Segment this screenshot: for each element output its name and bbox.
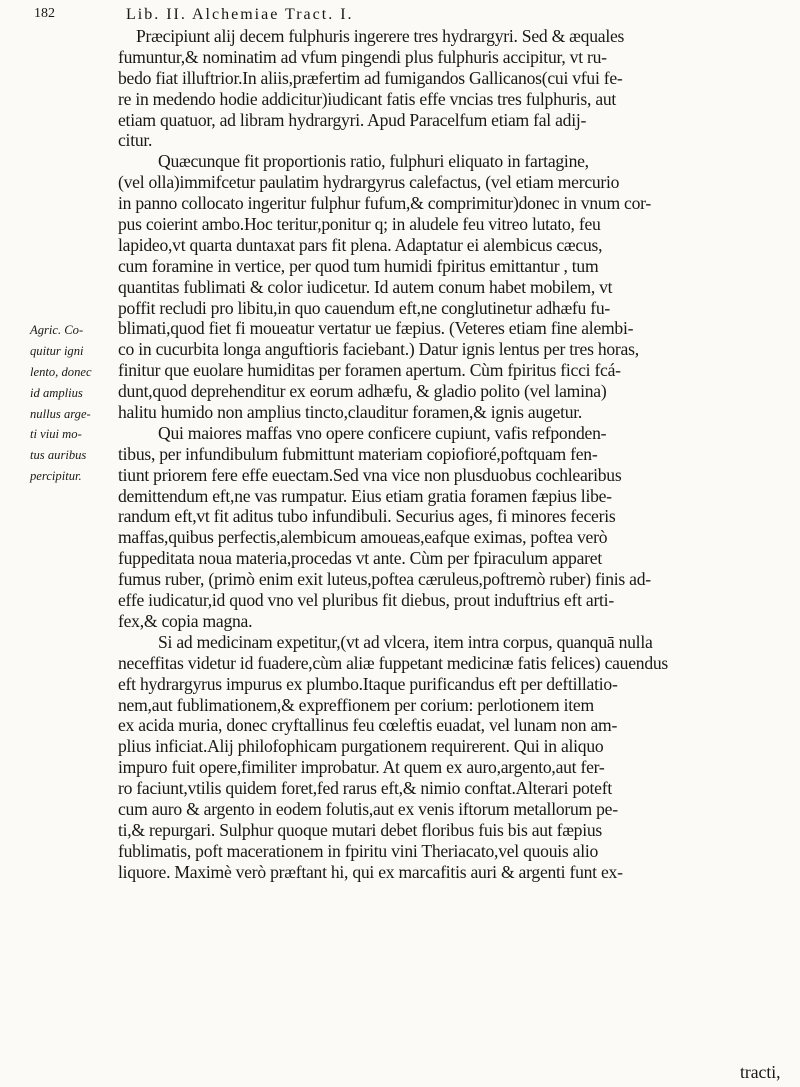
text-line: [118, 987, 798, 1008]
text-line: liquore. Maximè verò præftant hi, qui ex marcafitis auri & argenti funt ex-: [118, 861, 623, 882]
text-line: [118, 883, 798, 904]
margin-note-line: id amplius: [30, 385, 83, 400]
text-line: [118, 966, 798, 987]
text-line: fumuntur,& nominatim ad vfum pingendi plus fulphuris accipitur, vt ru-: [118, 46, 607, 67]
running-header: [34, 6, 774, 28]
text-line: [118, 1008, 798, 1029]
margin-note-line: quitur igni: [30, 343, 84, 358]
text-line: [118, 903, 798, 924]
text-line: ro faciunt,vtilis quidem foret,fed rarus eft,& nimio conftat.Alterari poteft: [118, 778, 612, 799]
text-line: nem,aut fublimationem,& expreffionem per corium: perlotionem item: [118, 694, 594, 715]
text-line: in panno collocato ingeritur fulphur fufum,& comprimitur)donec in vnum cor-: [118, 193, 652, 214]
text-line: cum foramine in vertice, per quod tum humidi fpiritus emittantur , tum: [118, 255, 599, 276]
margin-note-line: tus auribus: [30, 448, 87, 463]
text-line: Præcipiunt alij decem fulphuris ingerere tres hydrargyri. Sed & æquales: [136, 26, 625, 46]
text-line: eft hydrargyrus impurus ex plumbo.Itaque purificandus eft per deftillatio-: [118, 673, 618, 694]
text-line: ex acida muria, donec cryftallinus feu cœleftis euadat, vel lunam non am-: [118, 715, 618, 736]
margin-note: [0, 320, 116, 487]
text-line: Quæcunque fit proportionis ratio, fulphuri eliquato in fartagine,: [158, 151, 589, 172]
text-line: tibus, per infundibulum fubmittunt materiam copiofioré,poftquam fen-: [118, 443, 598, 464]
text-line: randum eft,vt fit aditus tubo infundibuli. Securius ages, fi minores feceris: [118, 506, 616, 527]
margin-note-line: Agric. Co-: [30, 323, 84, 337]
text-line: citur.: [118, 130, 153, 151]
text-line: ti,& repurgari. Sulphur quoque mutari debet floribus fuis bis aut fæpius: [118, 819, 603, 840]
text-line: lapideo,vt quarta duntaxat pars fit plena. Adaptatur ei alembicus cæcus,: [118, 234, 603, 255]
text-line: Si ad medicinam expetitur,(vt ad vlcera, item intra corpus, quanquā nulla: [158, 631, 653, 652]
running-title: Lib. II. Alchemiae Tract. I.: [126, 6, 354, 23]
text-line: neceffitas videtur id fuadere,cùm aliæ fuppetant medicinæ fatis felices) cauendus: [118, 652, 669, 673]
text-line: (vel olla)immifcetur paulatim hydrargyrus calefactus, (vel etiam mercurio: [118, 172, 620, 193]
text-line: bedo fiat illuftrior.In aliis,præfertim ad fumigandos Gallicanos(cui vfui fe-: [118, 67, 623, 88]
text-line: cum auro & argento in eodem folutis,aut ex venis iftorum metallorum pe-: [118, 798, 618, 819]
text-line: fex,& copia magna.: [118, 610, 253, 631]
text-line: fuppeditata noua materia,procedas vt ante. Cùm per fpiraculum apparet: [118, 548, 602, 569]
text-line: Qui maiores maffas vno opere conficere cupiunt, vafis refponden-: [158, 422, 607, 443]
text-line: etiam quatuor, ad libram hydrargyri. Apud Paracelfum etiam fal adij-: [118, 109, 587, 130]
text-line: blimati,quod fiet fi moueatur vertatur ue fæpius. (Veteres etiam fine alembi-: [118, 318, 634, 339]
text-line: quantitas fublimati & color iudicetur. Id autem conum habet mobilem, vt: [118, 276, 613, 297]
text-line: tiunt priorem fere effe euectam.Sed vna vice non plusduobus cochlearibus: [118, 464, 622, 485]
text-line: [118, 945, 798, 966]
text-line: finitur que euolare humiditas per foramen apertum. Cùm fpiritus ficci fcá-: [118, 360, 621, 381]
text-line: effe iudicatur,id quod vno vel pluribus fit diebus, prout induftrius eft arti-: [118, 590, 614, 611]
text-line: demittendum eft,ne vas rumpatur. Eius etiam gratia foramen fæpius libe-: [118, 485, 612, 506]
main-text: [118, 26, 798, 1050]
page-number: 182: [34, 6, 55, 21]
margin-note-line: lento, donec: [30, 364, 92, 379]
text-line: plius inficiat.Alij philofophicam purgationem requirerent. Qui in aliquo: [118, 736, 604, 757]
catchword: tracti,: [740, 1062, 781, 1082]
text-line: halitu humido non amplius tincto,clauditur foramen,& ignis augetur.: [118, 402, 583, 423]
text-line: poffit recludi pro libitu,in quo cauendum eft,ne conglutinetur adhæfu fu-: [118, 297, 611, 318]
text-line: maffas,quibus perfectis,alembicum amoueas,eafque eximas, poftea verò: [118, 527, 608, 548]
margin-note-line: percipitur.: [30, 469, 82, 484]
text-line: pus coierint ambo.Hoc teritur,ponitur q; in aludele feu vitreo lutato, feu: [118, 214, 601, 235]
text-line: impuro fuit opere,fimiliter improbatur. At quem ex auro,argento,aut fer-: [118, 757, 605, 778]
margin-note-line: nullus arge-: [30, 406, 91, 421]
text-line: re in medendo hodie addicitur)iudicant fatis effe vncias tres fulphuris, aut: [118, 88, 617, 109]
text-line: co in cucurbita longa anguftioris faciebant.) Datur ignis lentus per tres horas,: [118, 339, 639, 360]
text-line: [118, 924, 798, 945]
text-line: fumus ruber, (primò enim exit luteus,poftea cæruleus,poftremò ruber) finis ad-: [118, 569, 651, 590]
text-line: [118, 1029, 798, 1050]
margin-note-line: ti viui mo-: [30, 427, 82, 442]
text-line: dunt,quod deprehenditur ex eorum adhæfu, & gladio polito (vel lamina): [118, 381, 607, 402]
text-line: fublimatis, poft macerationem in fpiritu vini Theriacato,vel quouis alio: [118, 840, 599, 861]
